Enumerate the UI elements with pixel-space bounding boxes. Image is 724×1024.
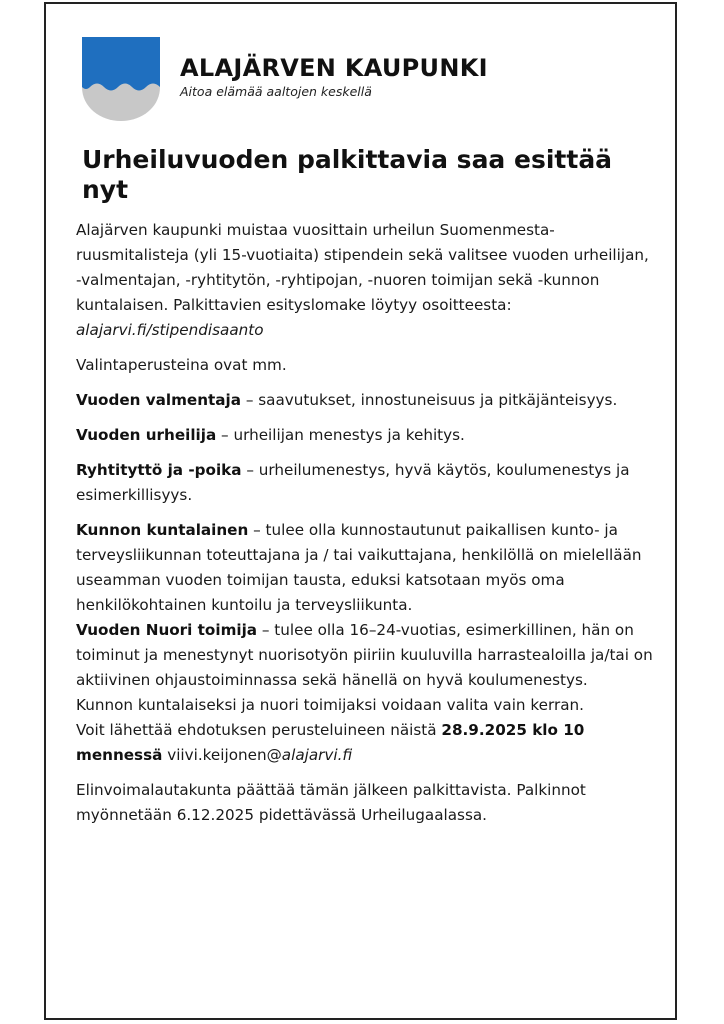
selection-note: Kunnon kuntalaiseksi ja nuori toimijaksi voidaan valita vain kerran. [76,696,584,714]
submit-deadline: 28.9.2025 klo 10 mennessä [76,721,585,764]
closing-paragraph: Elinvoimalautakunta päättää tämän jälkeen palkittavista. Palkinnot myönnetään 6.12.2025 pidettävässä Urheilugaalassa. [76,781,586,824]
criterion-text: – saavutukset, innostuneisuus ja pitkäjänteisyys. [241,391,618,409]
brand-tagline: Aitoa elämää aaltojen keskellä [180,84,372,99]
criterion-text: – tulee olla 16–24-vuotias, esimerkillinen, hän on toiminut ja menestynyt nuorisotyön piiriin kuuluvilla harrastealoilla ja/tai on aktiivinen ohjaustoiminnassa sekä hänellä on hyvä koulumenestys. [76,621,653,689]
brand-block [180,52,488,100]
coat-of-arms-waves-icon [82,37,160,121]
email-user[interactable]: viivi.keijonen@ [162,746,282,764]
criterion-title: Vuoden Nuori toimija [76,621,258,639]
intro-paragraph [76,218,656,343]
criterion-fitness [76,518,656,618]
article-title: Urheiluvuoden palkittavia saa esittää nyt [82,145,613,204]
brand-name: ALAJÄRVEN KAUPUNKI [180,54,488,82]
criterion-posture [76,458,656,508]
criteria-intro: Valintaperusteina ovat mm. [76,356,287,374]
article-body [76,218,656,838]
intro-text: Alajärven kaupunki muistaa vuosittain urheilun Suomenmestaruusmitalisteja (yli 15-vuotiaita) stipendein sekä valitsee vuoden urheilijan, -valmentajan, -ryhtitytön, -ryhtipojan, -nuoren toimijan sekä -kunnon kuntalaisen. Palkittavien esityslomake löytyy osoitteesta: [76,221,649,314]
criterion-text: – tulee olla kunnostautunut paikallisen kunto- ja terveysliikunnan toteuttajana ja / tai vaikuttajana, henkilöllä on mielellään useamman vuoden toimijan tausta, eduksi katsotaan myös oma henkilökohtainen kuntoilu ja terveysliikunta. [76,521,642,614]
criterion-text: – urheilijan menestys ja kehitys. [216,426,465,444]
email-domain[interactable]: alajarvi.fi [281,746,353,764]
criterion-title: Vuoden urheilija [76,426,217,444]
criterion-text: – urheilumenestys, hyvä käytös, koulumenestys ja esimerkillisyys. [76,461,630,504]
criterion-youth [76,618,656,693]
submit-paragraph [76,718,656,768]
criterion-coach [76,388,656,413]
criterion-title: Vuoden valmentaja [76,391,241,409]
criterion-title: Ryhtityttö ja -poika [76,461,242,479]
stipend-link[interactable]: alajarvi.fi/stipendisaanto [76,321,264,339]
submit-prefix: Voit lähettää ehdotuksen perusteluineen näistä [76,721,442,739]
criterion-title: Kunnon kuntalainen [76,521,249,539]
criterion-athlete [76,423,656,448]
